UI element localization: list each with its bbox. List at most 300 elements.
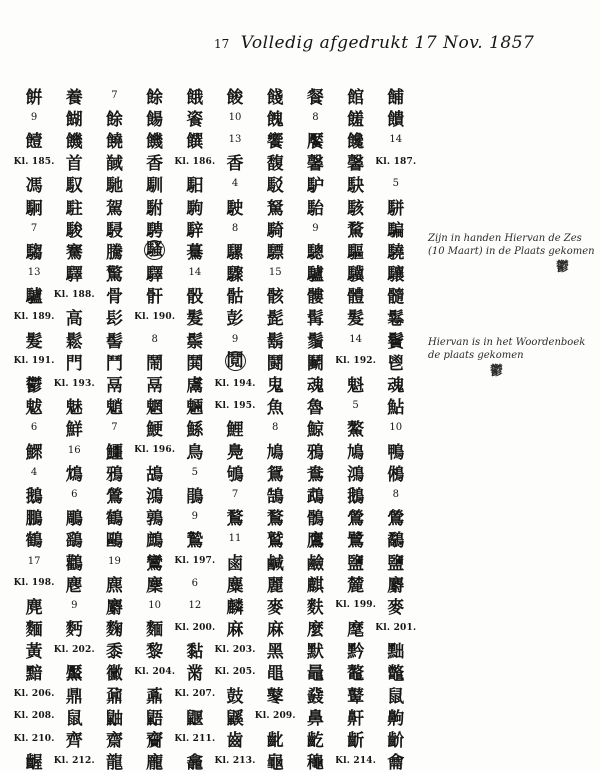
character-text: 鬧 [146,353,164,373]
stroke-count [14,417,54,439]
character-text: 鼒 [146,686,164,706]
stroke-count [215,173,255,195]
character [215,284,255,306]
character [336,128,376,150]
character [94,217,134,239]
stroke-count [215,128,255,150]
character-text: 髓 [387,287,405,306]
character-text: 鵠 [266,486,284,506]
character [295,262,335,284]
character-text: 鬪 [266,353,284,373]
character-text: 齗 [347,731,365,750]
radical-class-label [135,439,175,461]
character [54,572,94,594]
page-number: 17 [214,37,230,51]
character-text: 饐 [25,131,43,151]
character [376,284,416,306]
stroke-count-text: 9 [71,599,78,611]
character-text: 鶴 [25,531,43,550]
character [94,461,134,483]
character [94,262,134,284]
character-text: 驃 [266,242,284,262]
character-text: 齁 [387,708,405,728]
character [376,639,416,661]
character-text: 麵 [25,620,43,639]
character-text: 馳 [105,176,123,195]
character [94,151,134,173]
radical-class-label [14,705,54,727]
character [94,284,134,306]
character [54,550,94,572]
character-text: 騾 [226,242,244,262]
character-text: 館 [347,87,365,107]
character-text: 驀 [186,242,204,262]
character [295,483,335,505]
character-text: 鵂 [387,464,405,484]
character-text: 鼕 [266,686,284,706]
character-text: 騷 [146,240,164,261]
character [135,617,175,639]
margin-note-1-text: Zijn in handen Hiervan de Zes (10 Maart) in de Plaats gekomen [428,233,595,257]
stroke-count-text: 8 [231,222,239,234]
character-text: 鴨 [387,442,405,462]
character [255,328,295,350]
character [135,372,175,394]
character [295,239,335,261]
character [255,195,295,217]
margin-note-2-character: 鬱 [490,364,504,379]
stroke-count-text: 5 [392,178,399,190]
stroke-count-text: 4 [30,466,38,478]
character [135,417,175,439]
stroke-count-text: 7 [111,422,118,434]
character [336,372,376,394]
character [94,128,134,150]
character [295,173,335,195]
character [94,306,134,328]
character-text: 魁 [347,376,365,395]
character-text: 饞 [347,131,365,151]
character-text: 餽 [266,109,284,129]
character [336,306,376,328]
character-text: 鵡 [306,486,324,506]
radical-class-label-text: Kl. 192. [335,356,376,367]
character-text: 麟 [226,597,244,617]
stroke-count [376,173,416,195]
character [215,306,255,328]
stroke-count [255,417,295,439]
character [215,239,255,261]
character [14,328,54,350]
character-text: 麪 [65,620,83,639]
character-text: 髏 [306,287,324,306]
character [336,617,376,639]
character [376,217,416,239]
character-text: 鷸 [387,531,405,550]
character-text: 騙 [387,220,405,240]
character-text: 駑 [266,198,284,218]
character [215,683,255,705]
character [175,217,215,239]
stroke-count-text: 5 [191,466,199,478]
character [376,594,416,616]
radical-class-label-text: Kl. 188. [54,289,95,300]
radical-class-label [54,639,94,661]
radical-class-label [54,372,94,394]
character [54,217,94,239]
stroke-count [54,594,94,616]
margin-note-2-text: Hiervan is in het Woordenboek de plaats gekomen [428,337,586,361]
character [94,683,134,705]
character [135,195,175,217]
character-text: 鬢 [387,331,405,351]
character-text: 鼐 [105,686,123,706]
character-text: 齔 [266,731,284,750]
character-text: 骷 [226,287,244,306]
character [255,284,295,306]
character [376,661,416,683]
margin-note-2 [428,336,596,378]
character-text: 麻 [266,620,284,639]
character-text: 饋 [387,109,405,129]
character [54,683,94,705]
character-text: 首 [65,154,83,173]
character-text: 餬 [65,109,83,129]
character-text: 黯 [25,664,43,684]
character [14,173,54,195]
radical-class-label [175,617,215,639]
radical-class-label-text: Kl. 208. [14,711,55,722]
character [135,705,175,727]
stroke-count-text: 10 [389,422,403,434]
character [336,483,376,505]
character [175,417,215,439]
radical-class-label-text: Kl. 195. [214,400,256,411]
character-text: 魃 [25,398,43,417]
character [215,506,255,528]
character [215,350,255,372]
character-text: 高 [65,309,83,329]
character [94,528,134,550]
character [336,639,376,661]
character [215,705,255,727]
radical-class-label [175,727,215,749]
character [175,284,215,306]
character [255,306,295,328]
character [215,461,255,483]
character-text: 齊 [65,731,83,750]
character [14,284,54,306]
character [255,461,295,483]
character [135,461,175,483]
character [336,173,376,195]
stroke-count [215,217,255,239]
character-text: 駭 [347,198,365,218]
character-text: 鼗 [306,686,324,706]
radical-class-label-text: Kl. 196. [134,445,175,456]
character [295,705,335,727]
character [336,106,376,128]
stroke-count [215,328,255,350]
character [175,661,215,683]
character-text: 龕 [186,753,204,772]
character-text: 鳩 [266,442,284,462]
character-text: 鴆 [65,464,83,484]
stroke-count-text: 8 [151,333,158,345]
character [376,395,416,417]
character [376,528,416,550]
character [135,173,175,195]
character-text: 鯉 [226,420,244,439]
character-text: 黑 [266,642,284,661]
radical-class-label-text: Kl. 202. [54,644,95,655]
character-text: 麾 [347,620,365,639]
character-text: 鴦 [306,464,324,484]
radical-class-label-text: Kl. 190. [134,311,175,322]
character [14,639,54,661]
radical-class-label [336,750,376,772]
radical-class-label [215,639,255,661]
stroke-count-text: 14 [349,333,362,345]
character-text: 鼠 [387,686,405,706]
character [215,439,255,461]
character-text: 魈 [105,398,123,417]
stroke-count-text: 9 [312,222,319,234]
stroke-count [14,106,54,128]
radical-class-label [14,727,54,749]
character-text: 麴 [105,620,123,639]
character [14,372,54,394]
character-text: 齋 [105,731,123,750]
character-text: 鱷 [105,442,123,462]
character [94,617,134,639]
character [14,395,54,417]
radical-class-label-text: Kl. 201. [375,622,416,633]
character [295,372,335,394]
character-text: 餐 [306,87,324,107]
character-text: 黎 [146,642,164,661]
stroke-count-text: 9 [191,511,199,523]
character [54,395,94,417]
character-text: 駕 [105,198,123,218]
character-text: 鼾 [347,708,365,728]
radical-class-label [376,617,416,639]
character [94,106,134,128]
character [376,572,416,594]
radical-class-label [175,683,215,705]
radical-class-label [175,550,215,572]
character-text: 駃 [347,176,365,195]
character-text: 鴻 [146,486,164,506]
stroke-count-text: 8 [392,488,399,500]
character [255,661,295,683]
radical-class-label-text: Kl. 203. [214,644,256,655]
character-text: 鵑 [186,486,204,506]
radical-class-label-text: Kl. 205. [214,666,256,677]
radical-class-label-text: Kl. 200. [174,622,215,633]
character [175,483,215,505]
character [295,461,335,483]
stroke-count [54,439,94,461]
character [94,661,134,683]
character-text: 鴛 [266,464,284,484]
character [175,84,215,106]
character [135,395,175,417]
character [215,84,255,106]
character [376,239,416,261]
character-text: 鹵 [226,553,244,573]
character-text: 髮 [25,331,43,351]
character-text: 鼂 [306,664,324,684]
character [376,550,416,572]
character-text: 鶩 [226,509,244,528]
character-text: 鬳 [186,376,204,395]
character-text: 鴉 [105,464,123,484]
character [336,262,376,284]
radical-class-label-text: Kl. 197. [174,556,215,567]
radical-class-label-text: Kl. 210. [14,733,55,744]
radical-class-label-text: Kl. 194. [214,378,256,389]
character [54,239,94,261]
character-text: 鵰 [65,509,83,528]
character-text: 驥 [347,265,365,284]
character [94,439,134,461]
character-text: 鹹 [266,553,284,573]
character [175,173,215,195]
stroke-count-text: 7 [30,222,38,234]
character [94,572,134,594]
character [54,128,94,150]
character-text: 麒 [306,575,324,595]
character [295,195,335,217]
stroke-count [295,217,335,239]
stroke-count [215,483,255,505]
character-text: 饌 [186,131,204,151]
character [135,750,175,772]
character [175,239,215,261]
character [336,683,376,705]
stroke-count-text: 8 [312,111,319,123]
character-text: 駸 [105,220,123,240]
character-text: 饗 [266,131,284,151]
radical-class-label-text: Kl. 189. [14,311,55,322]
stroke-count [14,217,54,239]
radical-class-label [215,661,255,683]
character-text: 麀 [65,575,83,595]
character [94,750,134,772]
character-text: 麼 [306,620,324,639]
character-text: 鷲 [266,531,284,550]
character-text: 黹 [186,664,204,684]
character [94,173,134,195]
character-text: 鵝 [25,486,43,506]
character [295,750,335,772]
stroke-count-text: 9 [231,333,239,345]
character [255,572,295,594]
character [336,195,376,217]
character [376,372,416,394]
character [255,528,295,550]
radical-class-label-text: Kl. 212. [54,755,95,766]
stroke-count-text: 16 [67,444,81,456]
stroke-count-text: 6 [30,422,38,434]
character [54,506,94,528]
character-text: 鶯 [347,509,365,528]
character-text: 鬥 [105,353,123,373]
character [295,528,335,550]
character-text: 鬆 [65,331,83,351]
character-text: 鷓 [146,531,164,550]
character-text: 齘 [387,731,405,750]
character-text: 騖 [347,220,365,240]
character [135,683,175,705]
stroke-count [336,328,376,350]
character-text: 餠 [25,87,43,107]
character [376,750,416,772]
character-text: 鬼 [266,376,284,395]
character [54,461,94,483]
character-text: 鹽 [347,553,365,573]
character [295,683,335,705]
character-text: 驢 [306,265,324,284]
character-text: 鶉 [146,509,164,528]
character-text: 驅 [347,242,365,262]
radical-class-label [336,350,376,372]
character [336,239,376,261]
character-text: 鼠 [65,708,83,728]
character [54,106,94,128]
character-text: 鵝 [347,486,365,506]
character [135,572,175,594]
character-text: 黔 [347,642,365,661]
character-text: 鷹 [306,531,324,550]
character-text: 駙 [146,198,164,218]
character-text: 馹 [186,176,204,195]
stroke-count [376,417,416,439]
character-text: 魎 [186,398,204,417]
character [255,683,295,705]
character [14,750,54,772]
character [94,483,134,505]
character [135,262,175,284]
character [14,506,54,528]
character [336,84,376,106]
character-text: 騎 [266,220,284,240]
character [94,639,134,661]
radical-class-label [215,372,255,394]
stroke-count [14,262,54,284]
stroke-count [175,594,215,616]
character-text: 驢 [25,287,43,306]
character [14,84,54,106]
character [215,617,255,639]
character [135,239,175,261]
character [175,528,215,550]
character-text: 鬯 [387,353,405,373]
character-text: 餔 [387,87,405,107]
stroke-count [94,84,134,106]
stroke-count-text: 13 [27,267,41,279]
character-text: 魍 [146,398,164,417]
character-text: 騂 [186,220,204,240]
stroke-count [14,461,54,483]
character [336,151,376,173]
radical-class-label [14,683,54,705]
character-text: 馨 [306,154,324,173]
character-text: 香 [146,154,164,173]
stroke-count-text: 14 [188,267,202,279]
character [295,306,335,328]
